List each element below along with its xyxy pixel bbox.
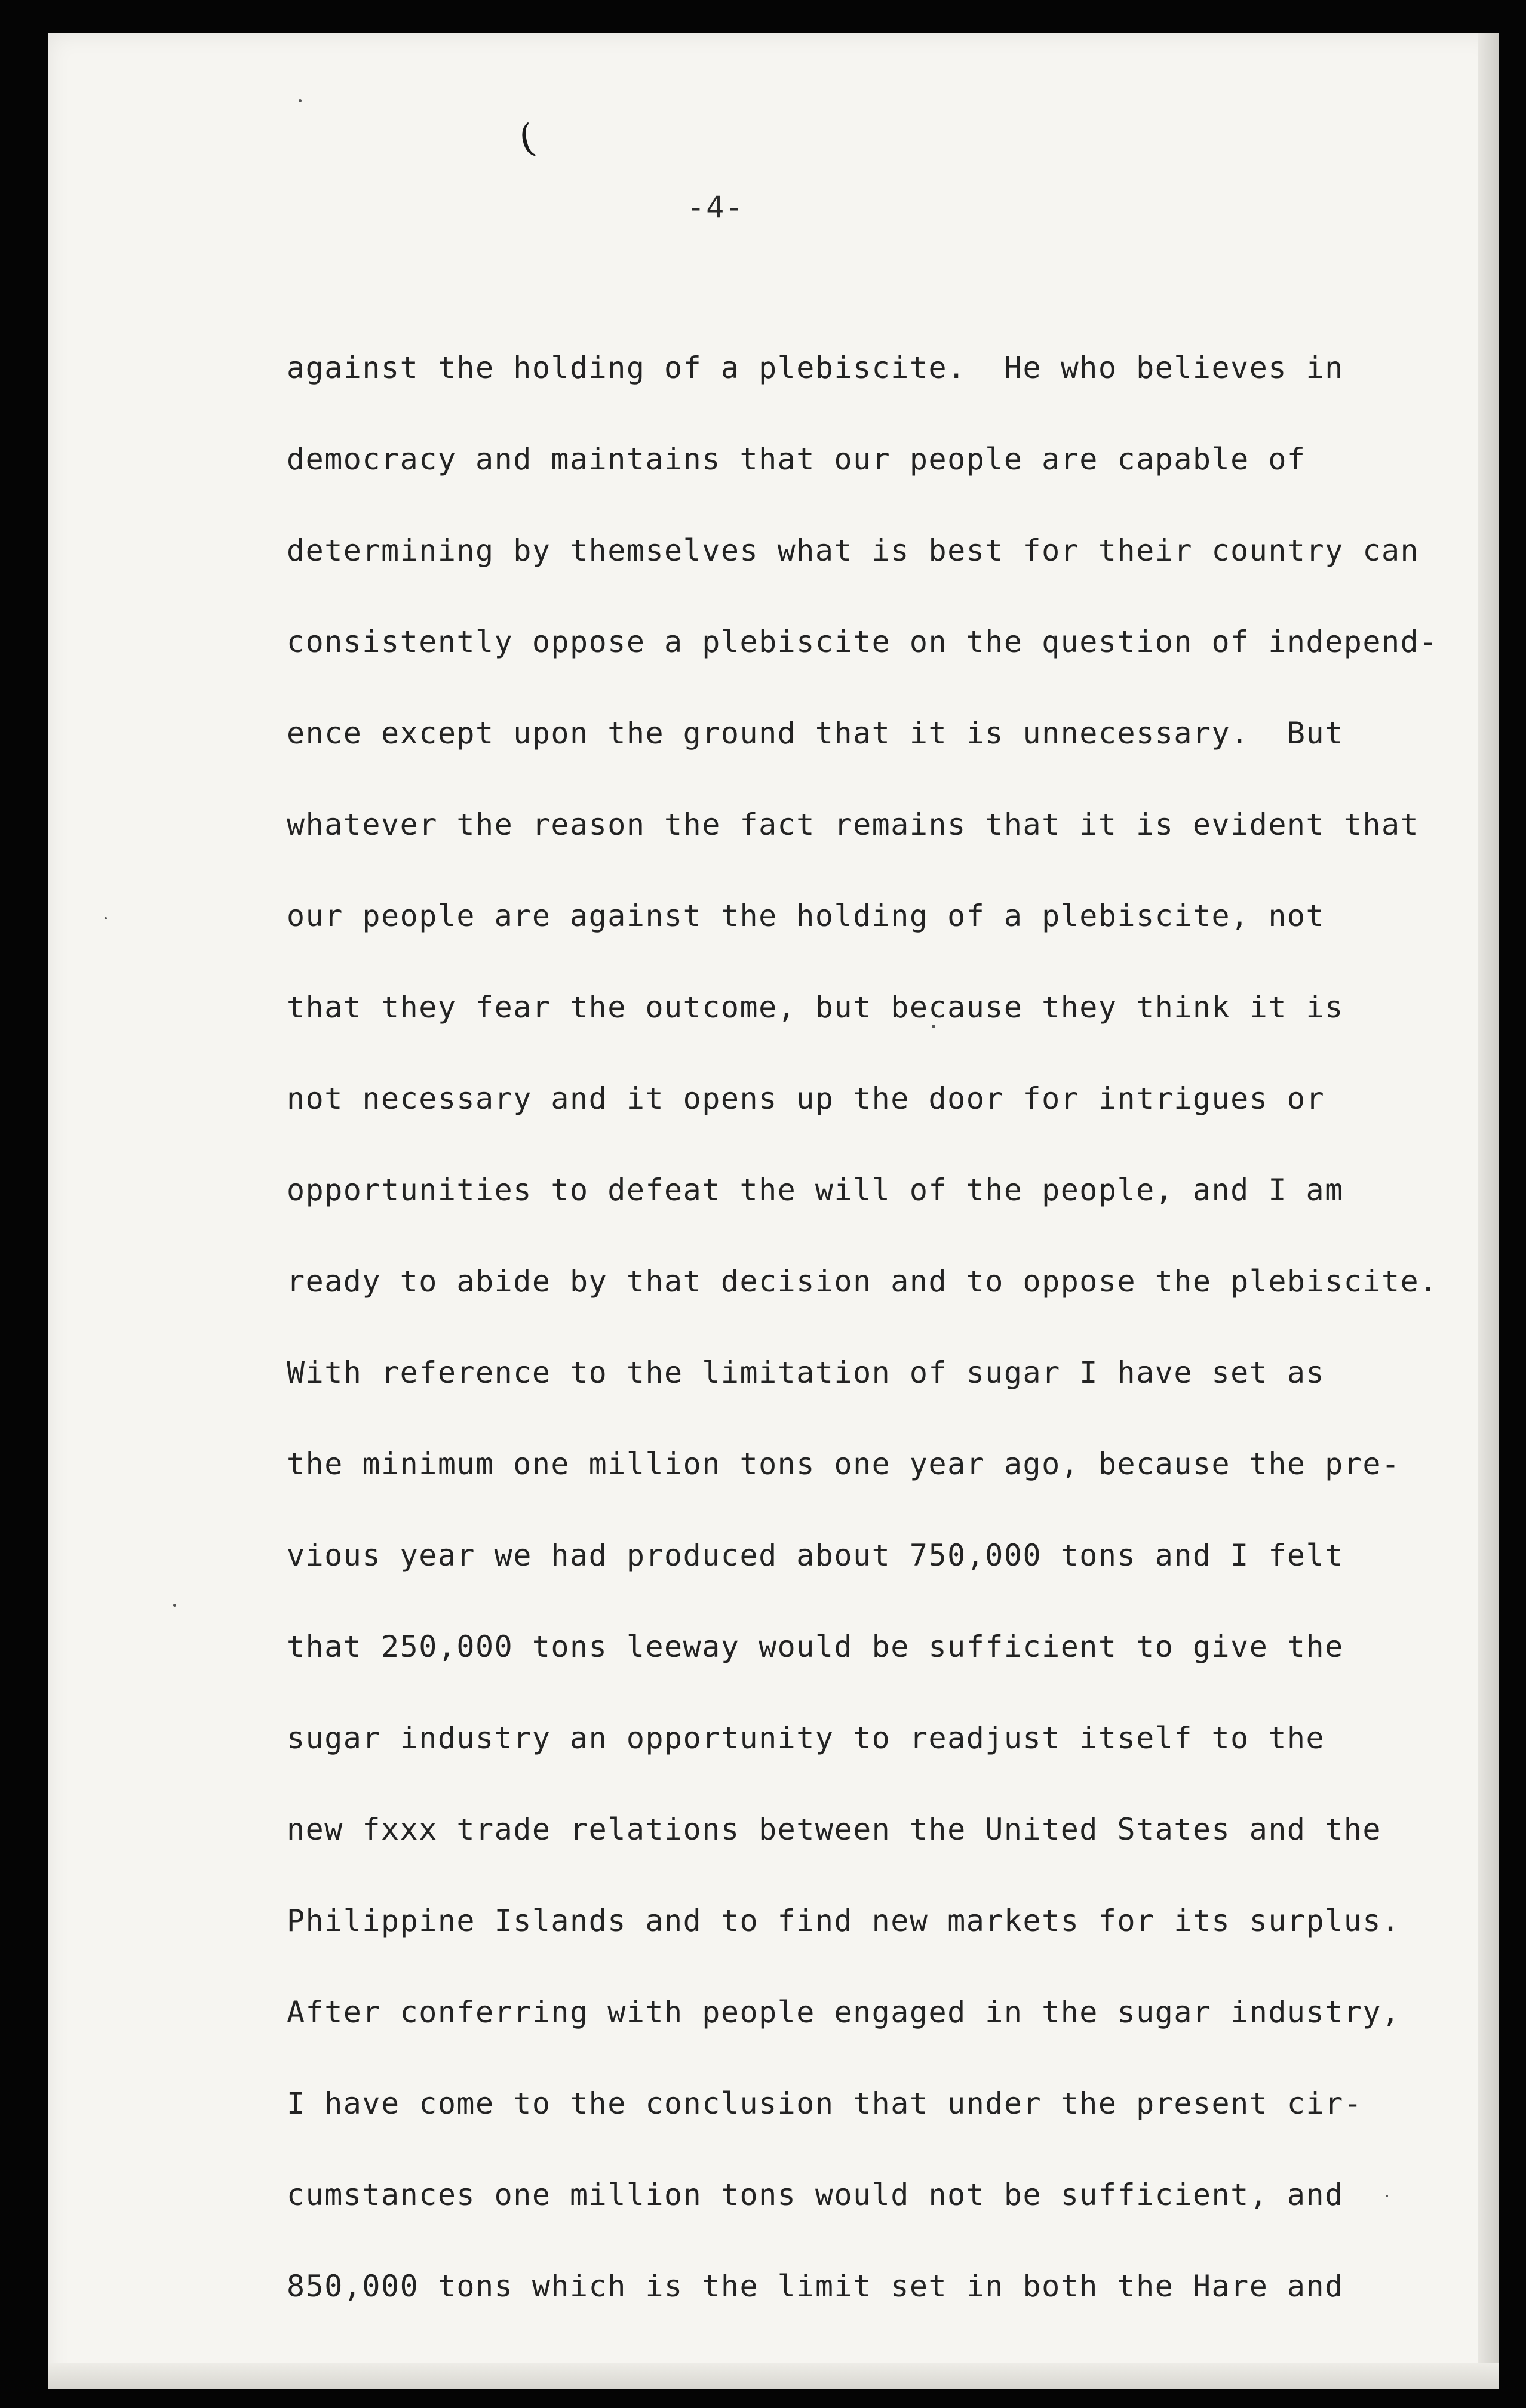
text-line: the minimum one million tons one year ago, because the pre- bbox=[287, 1447, 1401, 1481]
text-line: opportunities to defeat the will of the people, and I am bbox=[287, 1173, 1344, 1207]
page-edge-right bbox=[1478, 33, 1499, 2389]
paper-speck bbox=[299, 99, 302, 102]
text-line: ence except upon the ground that it is unnecessary. But bbox=[287, 716, 1344, 751]
body-text bbox=[287, 344, 1469, 2354]
text-line: against the holding of a plebiscite. He who believes in bbox=[287, 350, 1344, 385]
text-line: determining by themselves what is best for their country can bbox=[287, 533, 1420, 568]
paper-speck bbox=[1386, 2195, 1388, 2197]
paper-speck bbox=[173, 1604, 176, 1607]
page-edge-bottom bbox=[48, 2363, 1499, 2389]
text-line: 850,000 tons which is the limit set in both the Hare and bbox=[287, 2269, 1344, 2304]
text-line: new fxxx trade relations between the United States and the bbox=[287, 1812, 1381, 1847]
text-line: not necessary and it opens up the door for intrigues or bbox=[287, 1081, 1325, 1116]
text-line: ready to abide by that decision and to oppose the plebiscite. bbox=[287, 1264, 1438, 1299]
text-line: whatever the reason the fact remains that it is evident that bbox=[287, 807, 1420, 842]
text-line: that 250,000 tons leeway would be sufficient to give the bbox=[287, 1629, 1344, 1664]
paper-speck bbox=[105, 917, 107, 919]
text-line: Philippine Islands and to find new markets for its surplus. bbox=[287, 1903, 1401, 1938]
text-line: democracy and maintains that our people are capable of bbox=[287, 442, 1306, 476]
text-line: With reference to the limitation of sugar I have set as bbox=[287, 1355, 1325, 1390]
margin-mark: ( bbox=[515, 116, 539, 162]
text-line: consistently oppose a plebiscite on the question of independ- bbox=[287, 625, 1438, 659]
text-line: sugar industry an opportunity to readjust itself to the bbox=[287, 1721, 1325, 1755]
paper-speck bbox=[932, 1025, 935, 1028]
page-number: -4- bbox=[687, 190, 745, 224]
text-line: cumstances one million tons would not be sufficient, and bbox=[287, 2178, 1344, 2212]
text-line: I have come to the conclusion that under the present cir- bbox=[287, 2086, 1363, 2121]
text-line: After conferring with people engaged in the sugar industry, bbox=[287, 1995, 1401, 2029]
text-line: vious year we had produced about 750,000 tons and I felt bbox=[287, 1538, 1344, 1573]
text-line: that they fear the outcome, but because they think it is bbox=[287, 990, 1344, 1025]
document-page bbox=[48, 33, 1499, 2389]
text-line: our people are against the holding of a plebiscite, not bbox=[287, 899, 1325, 933]
